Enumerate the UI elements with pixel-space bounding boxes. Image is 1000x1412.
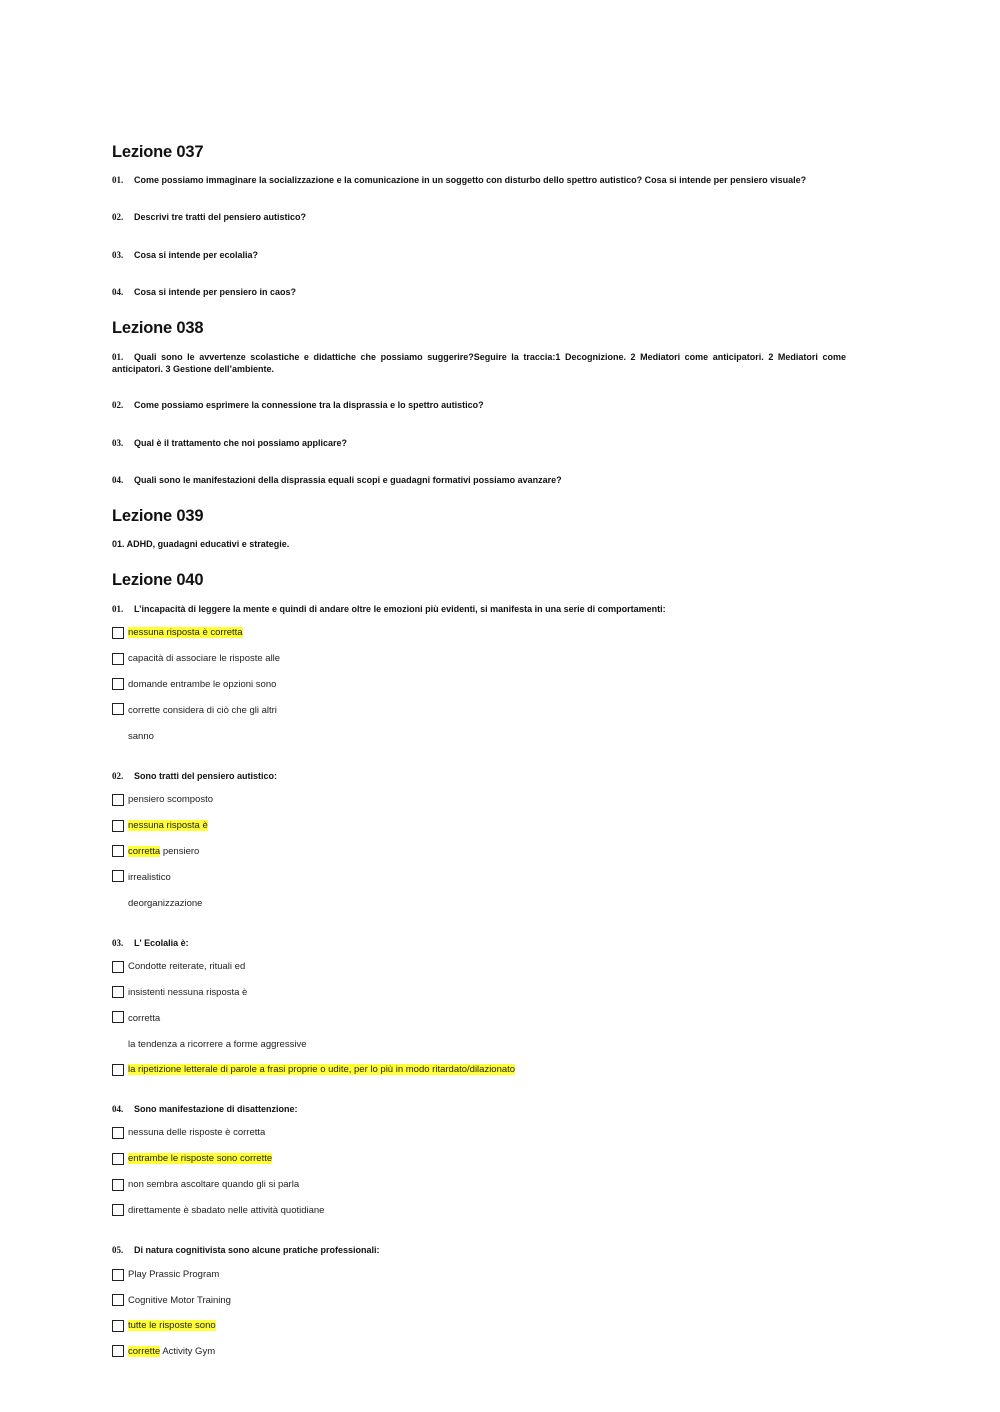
lesson-039-title: Lezione 039 [112,507,204,525]
option-text: Cognitive Motor Training [128,1295,231,1306]
question-text: Cosa si intende per ecolalia? [134,250,259,260]
question-040-03 [112,938,189,948]
question-text: Sono tratti del pensiero autistico: [134,771,278,781]
option-text: domande entrambe le opzioni sono [128,679,277,690]
option-text [128,1320,216,1332]
highlighted-answer: tutte le risposte sono [128,1320,216,1331]
question-037-02 [112,212,306,222]
question-text: L' Ecolalia è: [134,938,189,948]
question-number: 02. [112,400,124,410]
checkbox[interactable] [112,794,124,806]
question-number: 03. [112,250,124,260]
question-039-01: 01. ADHD, guadagni educativi e strategie. [112,539,290,549]
option-text: Condotte reiterate, rituali ed [128,961,246,972]
question-number: 05. [112,1245,124,1255]
question-040-04 [112,1104,298,1114]
question-040-01 [112,604,666,614]
checkbox[interactable] [112,870,124,882]
checkbox[interactable] [112,1179,124,1191]
checkbox[interactable] [112,1064,124,1076]
option-text: la tendenza a ricorrere a forme aggressive [128,1039,307,1050]
highlighted-answer: nessuna risposta è [128,820,208,831]
question-037-03 [112,250,258,260]
question-text: L’incapacità di leggere la mente e quindi di andare oltre le emozioni più evidenti, si manifesta in una serie di comportamenti: [134,604,666,614]
question-038-02 [112,400,484,410]
question-038-03 [112,438,347,448]
question-text: Di natura cognitivista sono alcune pratiche professionali: [134,1245,380,1255]
checkbox[interactable] [112,1269,124,1281]
question-number: 01. [112,604,124,614]
question-number: 02. [112,212,124,222]
checkbox[interactable] [112,961,124,973]
lesson-040-title: Lezione 040 [112,571,204,589]
lesson-038-title: Lezione 038 [112,319,204,337]
question-number: 04. [112,287,124,297]
question-040-02 [112,771,277,781]
question-text: Come possiamo esprimere la connessione tra la disprassia e lo spettro autistico? [134,400,484,410]
option-text [128,846,199,858]
question-text: Descrivi tre tratti del pensiero autistico? [134,212,307,222]
option-text: capacità di associare le risposte alle [128,653,281,664]
option-text [128,627,243,639]
question-number: 04. [112,475,124,485]
option-text: insistenti nessuna risposta è [128,987,248,998]
question-037-01 [112,175,806,185]
checkbox[interactable] [112,1011,124,1023]
option-text: corrette considera di ciò che gli altri [128,705,277,716]
question-number: 01. [112,352,124,362]
highlighted-answer: corrette [128,1346,161,1357]
highlighted-answer: corretta [128,846,161,857]
option-text: direttamente è sbadato nelle attività quotidiane [128,1205,325,1216]
question-number: 04. [112,1104,124,1114]
question-text: Quali sono le avvertenze scolastiche e didattiche che possiamo suggerire?Seguire la traccia:1 Decognizione. 2 Mediatori come anticipatori. 2 Mediatori come anticipatori. 3 Gestione dell’ambiente. [112,352,846,374]
checkbox[interactable] [112,820,124,832]
question-text: Qual è il trattamento che noi possiamo applicare? [134,438,348,448]
question-040-05 [112,1245,380,1255]
question-text: Cosa si intende per pensiero in caos? [134,287,297,297]
checkbox[interactable] [112,1153,124,1165]
checkbox[interactable] [112,678,124,690]
question-number: 01. [112,175,124,185]
highlighted-answer: entrambe le risposte sono corrette [128,1153,273,1164]
question-text: Quali sono le manifestazioni della disprassia equali scopi e guadagni formativi possiamo avanzare? [134,475,562,485]
checkbox[interactable] [112,703,124,715]
option-text [128,1064,515,1076]
checkbox[interactable] [112,653,124,665]
checkbox[interactable] [112,845,124,857]
option-text-rest: Activity Gym [160,1346,216,1357]
option-text [128,1153,272,1165]
checkbox[interactable] [112,1127,124,1139]
question-037-04 [112,287,296,297]
question-text: Come possiamo immaginare la socializzazione e la comunicazione in un soggetto con disturbo dello spettro autistico? Cosa si intende per pensiero visuale? [134,175,807,185]
option-text: nessuna delle risposte è corretta [128,1127,266,1138]
option-text: non sembra ascoltare quando gli si parla [128,1179,300,1190]
highlighted-answer: nessuna risposta è corretta [128,627,243,638]
option-text: irrealistico [128,872,171,883]
question-number: 03. [112,938,124,948]
checkbox[interactable] [112,627,124,639]
option-text [128,1346,215,1358]
option-text: sanno [128,731,154,742]
question-number: 02. [112,771,124,781]
option-text: Play Prassic Program [128,1269,220,1280]
checkbox[interactable] [112,986,124,998]
option-text: pensiero scomposto [128,794,214,805]
checkbox[interactable] [112,1345,124,1357]
option-text-rest: pensiero [160,846,200,857]
option-text: corretta [128,1013,161,1024]
question-text: Sono manifestazione di disattenzione: [134,1104,298,1114]
checkbox[interactable] [112,1320,124,1332]
question-number: 03. [112,438,124,448]
checkbox[interactable] [112,1294,124,1306]
option-text: deorganizzazione [128,898,203,909]
question-038-04 [112,475,562,485]
option-text [128,820,208,832]
checkbox[interactable] [112,1204,124,1216]
highlighted-answer: la ripetizione letterale di parole a frasi proprie o udite, per lo più in modo ritardato/dilazionato [128,1064,516,1075]
question-038-01 [112,351,846,375]
lesson-037-title: Lezione 037 [112,143,204,161]
